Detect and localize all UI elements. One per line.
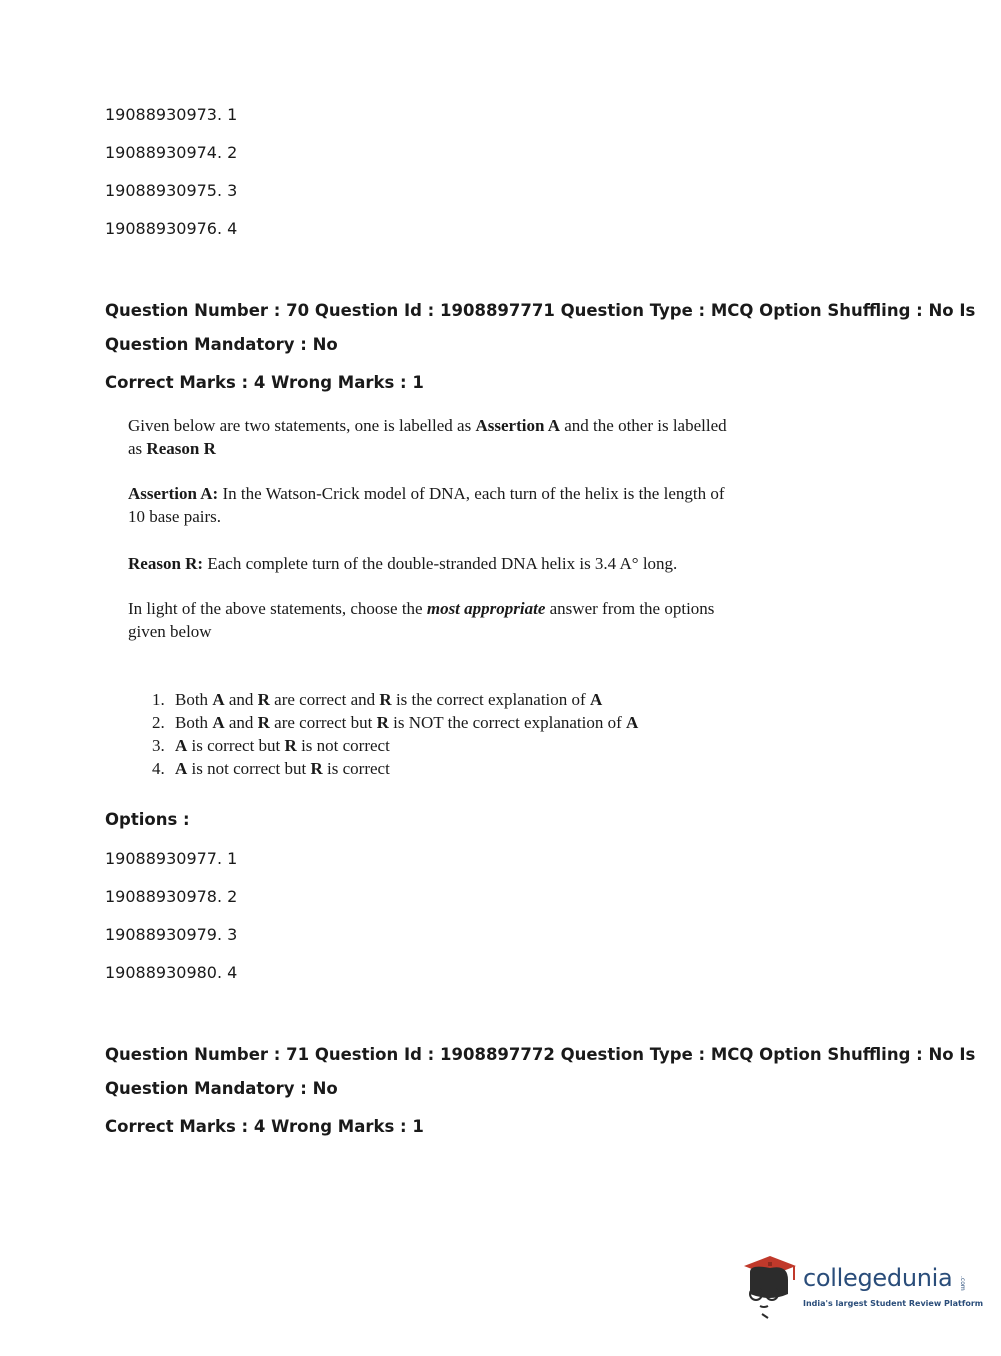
option-item: 19088930974. 2 [105, 143, 238, 162]
answer-choice: 3. A is correct but R is not correct [152, 736, 390, 755]
answer-choice: 1. Both A and R are correct and R is the correct explanation of A [152, 690, 603, 709]
question-intro: Given below are two statements, one is labelled as Assertion A and the other is labelled as Reason R [128, 416, 727, 458]
option-item: 19088930978. 2 [105, 887, 238, 906]
reason-statement: Reason R: Each complete turn of the double-stranded DNA helix is 3.4 A° long. [128, 554, 678, 573]
option-item: 19088930973. 1 [105, 105, 238, 124]
question-instruction: In light of the above statements, choose the most appropriate answer from the options given below [128, 599, 715, 641]
question-header: Question Number : 70 Question Id : 1908897771 Question Type : MCQ Option Shuffling : No Is [105, 301, 976, 320]
question-marks: Correct Marks : 4 Wrong Marks : 1 [105, 373, 424, 392]
question-marks: Correct Marks : 4 Wrong Marks : 1 [105, 1117, 424, 1136]
option-item: 19088930976. 4 [105, 219, 238, 238]
question-mandatory: Question Mandatory : No [105, 1079, 338, 1098]
option-item: 19088930980. 4 [105, 963, 238, 982]
question-header: Question Number : 71 Question Id : 1908897772 Question Type : MCQ Option Shuffling : No Is [105, 1045, 976, 1064]
brand-suffix: .com [959, 1276, 966, 1291]
mascot-graduation-cap-icon [740, 1250, 800, 1322]
option-item: 19088930977. 1 [105, 849, 238, 868]
brand-name: collegedunia [803, 1264, 953, 1292]
option-item: 19088930975. 3 [105, 181, 238, 200]
brand-tagline: India's largest Student Review Platform [803, 1299, 984, 1308]
option-item: 19088930979. 3 [105, 925, 238, 944]
options-label: Options : [105, 810, 190, 829]
answer-choice: 2. Both A and R are correct but R is NOT the correct explanation of A [152, 713, 639, 732]
answer-choice: 4. A is not correct but R is correct [152, 759, 390, 778]
assertion-statement: Assertion A: In the Watson-Crick model of DNA, each turn of the helix is the length of 10 base pairs. [128, 484, 725, 526]
question-mandatory: Question Mandatory : No [105, 335, 338, 354]
